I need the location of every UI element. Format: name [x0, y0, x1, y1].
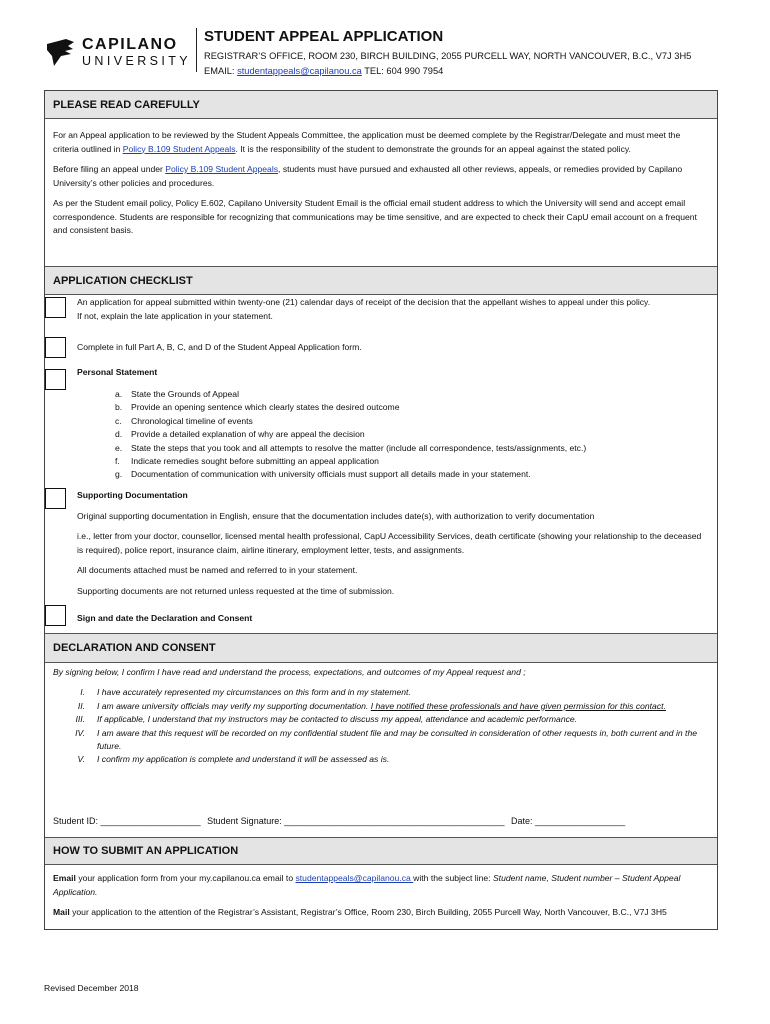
submit-by-email: Email your application form from your my.capilanou.ca email to studentappeals@capilanou.ca with the subject line: Student name, Student number – Student Appeal Application.: [53, 873, 681, 897]
list-item: e. State the steps that you took and all attempts to resolve the matter (include all correspondence, tests/assignments, etc.): [115, 442, 587, 453]
checkbox-supporting-documentation[interactable]: [45, 488, 66, 509]
checklist-item-text: An application for appeal submitted within twenty-one (21) calendar days of receipt of the decision that the appellant wishes to appeal under this policy.: [77, 297, 651, 307]
page-title: STUDENT APPEAL APPLICATION: [204, 28, 444, 45]
office-address: REGISTRAR’S OFFICE, ROOM 230, BIRCH BUILDING, 2055 PURCELL WAY, NORTH VANCOUVER, B.C., V7J 3H5: [204, 51, 692, 61]
supporting-doc-paragraph: i.e., letter from your doctor, counsellor, licensed mental health professional, CapU Accessibility Services, death certificate (showing your relationship to the deceased is required), police report, insurance claim, airline itinerary, employment letter, tests, and assignments.: [77, 531, 702, 555]
declaration-intro: By signing below, I confirm I have read and understand the process, expectations, and outcomes of my Appeal request and ;: [53, 667, 526, 677]
list-item: a. State the Grounds of Appeal: [115, 389, 239, 399]
logo-wordmark-top: CAPILANO: [82, 35, 178, 53]
checkbox-timely-application[interactable]: [45, 297, 66, 318]
appeal-form: [44, 90, 718, 930]
signature-line: [53, 816, 625, 826]
telephone: TEL: 604 990 7954: [361, 66, 444, 76]
checklist-item-supporting-documentation: [77, 489, 707, 598]
logo-wordmark-bottom: UNIVERSITY: [82, 53, 192, 68]
supporting-doc-paragraph: All documents attached must be named and referred to in your statement.: [77, 565, 358, 575]
submit-by-mail: Mail your application to the attention of the Registrar’s Assistant, Registrar’s Office, Room 230, Birch Building, 2055 Purcell Way, North Vancouver, B.C., V7J 3H5: [53, 907, 667, 917]
list-item: V. I confirm my application is complete and understand it will be assessed as is.: [77, 754, 390, 765]
revision-note: Revised December 2018: [44, 983, 139, 993]
checkbox-complete-parts[interactable]: [45, 337, 66, 358]
list-item: b. Provide an opening sentence which clearly states the desired outcome: [115, 402, 400, 413]
supporting-doc-paragraph: Original supporting documentation in English, ensure that the documentation includes date(s), with authorization to verify documentation: [77, 510, 595, 521]
list-item: f. Indicate remedies sought before submitting an appeal application: [115, 456, 379, 467]
personal-statement-sublist: [115, 388, 586, 482]
policy-link[interactable]: Policy B.109 Student Appeals: [122, 143, 236, 154]
date-field[interactable]: Date: __________________: [510, 816, 626, 826]
list-item: g. Documentation of communication with university officials must support all details made in your statement.: [115, 469, 531, 480]
contact-line: [204, 66, 691, 76]
list-item: d. Provide a detailed explanation of why are appeal the decision: [115, 429, 365, 440]
list-item: IV. I am aware that this request will be recorded on my confidential student file and may be consulted in consideration of other requests in, both current and in the future.: [75, 727, 697, 752]
checklist-item-title: Supporting Documentation: [77, 490, 188, 500]
paragraph-criteria: For an Appeal application to be reviewed by the Student Appeals Committee, the application must be deemed complete by the Registrar/Delegate and must meet the criteria outlined in Policy B.109 Student Appeals. It is the responsibility of the student to demonstrate the grounds for an appeal against the stated policy.: [53, 130, 681, 154]
page-header: [44, 28, 724, 88]
checklist-item-sign-declaration: Sign and date the Declaration and Consent: [77, 613, 253, 623]
section-heading-read-carefully: PLEASE READ CAREFULLY: [45, 91, 717, 119]
email-link[interactable]: studentappeals@capilanou.ca: [295, 873, 414, 883]
checklist-item-complete-parts: Complete in full Part A, B, C, and D of the Student Appeal Application form.: [77, 342, 362, 352]
paragraph-email-policy: As per the Student email policy, Policy E.602, Capilano University Student Email is the official email student address to which the University will send and accept email correspondence. Students are responsible for recognizing that communications may be time sensitive, and are expected to check their CapU email account on a frequent and consistent basis.: [53, 198, 697, 235]
checklist-item-personal-statement: Personal Statement: [77, 367, 158, 377]
list-item: I. I have accurately represented my circumstances on this form and in my statement.: [80, 687, 411, 698]
student-signature-field[interactable]: Student Signature: ____________________________________________: [207, 816, 505, 826]
checklist-item-note: If not, explain the late application in your statement.: [77, 310, 273, 321]
header-divider: [196, 28, 197, 72]
list-item: III. If applicable, I understand that my instructors may be contacted to discuss my appeal, attendance and academic performance.: [75, 714, 578, 725]
capilano-logo: [44, 36, 191, 68]
checkbox-personal-statement[interactable]: [45, 369, 66, 390]
email-link[interactable]: studentappeals@capilanou.ca: [237, 66, 362, 76]
list-item: c. Chronological timeline of events: [115, 415, 253, 426]
read-carefully-body: [53, 129, 707, 245]
checklist-item-timely: [77, 296, 707, 323]
policy-link[interactable]: Policy B.109 Student Appeals: [165, 164, 279, 174]
section-heading-declaration: DECLARATION AND CONSENT: [45, 633, 717, 663]
student-id-field[interactable]: Student ID: ____________________: [53, 816, 201, 826]
checkbox-sign-declaration[interactable]: [45, 605, 66, 626]
section-heading-submit: HOW TO SUBMIT AN APPLICATION: [45, 837, 717, 865]
supporting-doc-paragraph: Supporting documents are not returned unless requested at the time of submission.: [77, 585, 395, 596]
submit-body: [53, 872, 707, 927]
email-label: EMAIL:: [204, 66, 238, 76]
paragraph-exhaust-remedies: Before filing an appeal under Policy B.109 Student Appeals, students must have pursued and exhausted all other reviews, appeals, or remedies provided by Capilano University’s other policies and procedures.: [53, 164, 683, 188]
declaration-body: [53, 666, 707, 767]
list-item: II. I am aware university officials may verify my supporting documentation. I have notified these professionals and have given permission for this contact.: [77, 700, 666, 711]
capilano-emblem-icon: [44, 36, 76, 68]
section-heading-checklist: APPLICATION CHECKLIST: [45, 266, 717, 295]
